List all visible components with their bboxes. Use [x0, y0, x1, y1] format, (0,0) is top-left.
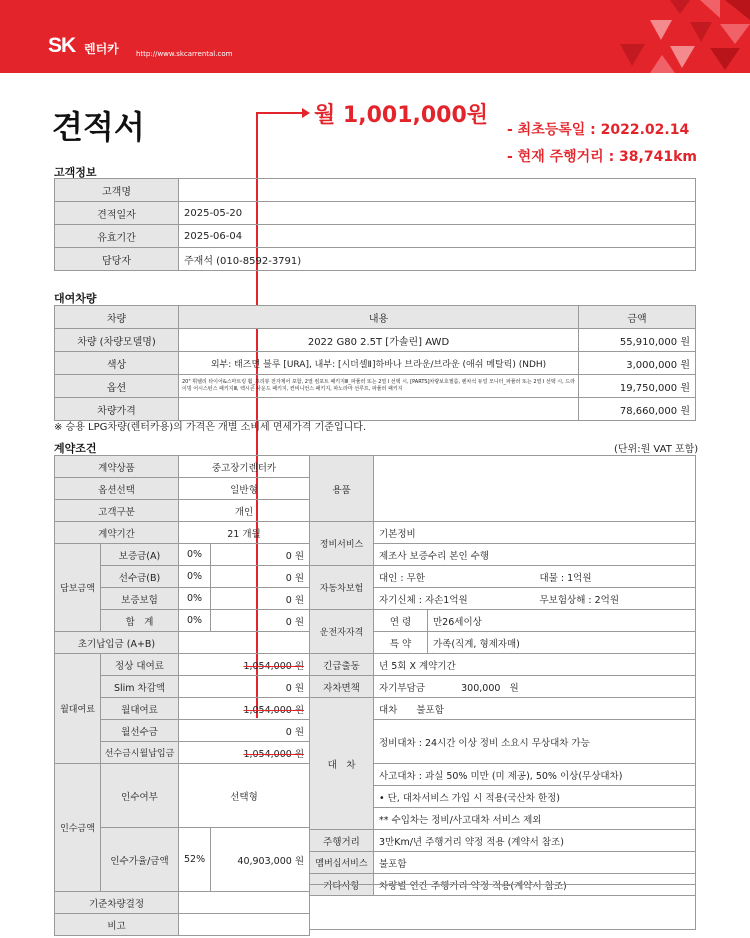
section-contract: 계약조건: [54, 442, 97, 455]
option-select-value: 일반형: [179, 478, 310, 500]
valid-until-value: 2025-06-04: [179, 225, 696, 248]
customer-type-value: 개인: [179, 500, 310, 522]
insurance-self: 자기신체 : 자손1억원: [379, 594, 468, 606]
period-label: 계약기간: [55, 522, 179, 544]
vehicle-header-amount: 금액: [579, 306, 696, 329]
slim-discount-value: 0 원: [179, 676, 310, 698]
paid-monthly-label: 선수금시월납입금: [101, 742, 179, 764]
deposit-a-value: 0 원: [211, 544, 310, 566]
manager-label: 담당자: [55, 248, 179, 271]
annotation-mileage: - 현재 주행거리 : 38,741km: [507, 149, 697, 165]
product-value: 중고장기렌터카: [179, 456, 310, 478]
total-value: 0 원: [211, 610, 310, 632]
initial-payment-label: 초기납입금 (A+B): [55, 632, 179, 654]
vehicle-option-label: 옵션: [55, 375, 179, 398]
deductible-label: 자차면책: [310, 676, 374, 698]
contract-left-table: [54, 455, 310, 936]
slim-discount-label: Slim 차감액: [101, 676, 179, 698]
customer-type-label: 고객구분: [55, 500, 179, 522]
prepay-b-pct: 0%: [179, 566, 211, 588]
bottom-fill: [309, 884, 696, 930]
section-vehicle: 대여차량: [54, 292, 97, 305]
insurance-label: 보증보험: [101, 588, 179, 610]
total-pct: 0%: [179, 610, 211, 632]
insurance-auto-label: 자동차보험: [310, 566, 374, 610]
vehicle-option-content: 20" 휘텔리 타이어&스마트링 휠_프리뷰 전자제어 포함, 2열 컴포트 패키지Ⅲ_파퓰러 또는 2열 Ⅰ 선택 시, [PARTS]차량보호필름, 렌차석 듀얼 모니터_파퓰러 또는 2열 Ⅰ 선택 시, 드라이빙 어시스턴스 패키지Ⅲ, 렉시콘 사운드 패키지, 컨비니언스 패키지, 파노라마 선루프, 파퓰러 패키지: [179, 375, 579, 398]
valid-until-label: 유효기간: [55, 225, 179, 248]
maintenance-value-2: 제조사 보증수리 본인 수행: [374, 544, 696, 566]
loaner-value-2: 정비대차 : 24시간 이상 정비 소요시 무상대차 가능: [374, 720, 696, 764]
vehicle-color-label: 색상: [55, 352, 179, 375]
acquisition-yn-value: 선택형: [179, 764, 310, 828]
contract-right-table: [309, 455, 696, 896]
driver-qual-label: 운전자자격: [310, 610, 374, 654]
unit-note: (단위:원 VAT 포함): [614, 444, 699, 455]
quote-date-label: 견적일자: [55, 202, 179, 225]
paid-monthly-value: 1,054,000 원: [179, 742, 310, 764]
vehicle-price-label: 차량가격: [55, 398, 179, 421]
vehicle-model-label: 차량 (차량모델명): [55, 329, 179, 352]
header-url[interactable]: http://www.skcarrental.com: [136, 50, 233, 58]
sk-logo: SK: [48, 34, 76, 57]
acquisition-price-label: 인수가율/금액: [101, 828, 179, 892]
option-select-label: 옵션선택: [55, 478, 179, 500]
rent-label: 월대여료: [101, 698, 179, 720]
section-customer: 고객정보: [54, 166, 97, 179]
vehicle-header-content: 내용: [179, 306, 579, 329]
prepay-b-value: 0 원: [211, 566, 310, 588]
etc-label: 기타사항: [310, 874, 374, 896]
maintenance-label: 정비서비스: [310, 522, 374, 566]
regular-rent-value: 1,054,000 원: [179, 654, 310, 676]
insurance-person: 대인 : 무한: [379, 572, 425, 584]
regular-rent-label: 정상 대여료: [101, 654, 179, 676]
vehicle-header-car: 차량: [55, 306, 179, 329]
insurance-pct: 0%: [179, 588, 211, 610]
vehicle-color-content: 외부: 태즈먼 블루 [URA], 내부: [시더셀Ⅱ]하바나 브라운/브라운 (애쉬 메탈릭) (NDH): [179, 352, 579, 375]
page-title: 견적서: [52, 109, 145, 145]
acquisition-pct: 52%: [179, 828, 211, 892]
loaner-value-4: • 단, 대차서비스 가입 시 적용(국산차 한정): [374, 786, 696, 808]
loaner-value-3: 사고대차 : 과실 50% 미만 (미 제공), 50% 이상(무상대차): [374, 764, 696, 786]
logo-subtitle: 렌터카: [84, 42, 119, 56]
acquisition-yn-label: 인수여부: [101, 764, 179, 828]
deposit-a-pct: 0%: [179, 544, 211, 566]
monthly-fee-label: 월대여료: [55, 654, 101, 764]
rent-value: 1,054,000 원: [179, 698, 310, 720]
membership-label: 멤버십서비스: [310, 852, 374, 874]
insurance-value: 0 원: [211, 588, 310, 610]
acquisition-label: 인수금액: [55, 764, 101, 892]
vehicle-decision-label: 기준차량결정: [55, 892, 179, 914]
collateral-label: 담보금액: [55, 544, 101, 632]
monthly-prepay-label: 월선수금: [101, 720, 179, 742]
emergency-value: 년 5회 X 계약기간: [374, 654, 696, 676]
insurance-uninsured: 무보험상해 : 2억원: [539, 594, 620, 606]
loaner-value-1: 대차 불포함: [374, 698, 696, 720]
total-label: 합 계: [101, 610, 179, 632]
mileage-label: 주행거리: [310, 830, 374, 852]
vehicle-model-content: 2022 G80 2.5T [가솔린] AWD: [179, 329, 579, 352]
etc-value: 차량별 연간 주행거리 약정 적용(계약서 참조): [374, 874, 696, 896]
customer-table: [54, 178, 696, 271]
vehicle-table: [54, 305, 696, 421]
supplies-label: 용품: [310, 456, 374, 522]
emergency-label: 긴급출동: [310, 654, 374, 676]
product-label: 계약상품: [55, 456, 179, 478]
maintenance-value-1: 기본정비: [374, 522, 696, 544]
period-value: 21 개월: [179, 522, 310, 544]
vehicle-model-amount: 55,910,000 원: [579, 329, 696, 352]
deposit-a-label: 보증금(A): [101, 544, 179, 566]
annotation-first-reg: - 최초등록일 : 2022.02.14: [507, 122, 690, 138]
special-value: 가족(직계, 형제자매): [428, 632, 696, 654]
annotation-price: 월 1,001,000원: [314, 103, 489, 128]
deductible-value: 자기부담금 300,000 원: [374, 676, 696, 698]
age-label: 연 령: [374, 610, 428, 632]
membership-value: 불포함: [374, 852, 696, 874]
vehicle-price-amount: 78,660,000 원: [579, 398, 696, 421]
quote-date-value: 2025-05-20: [179, 202, 696, 225]
prepay-b-label: 선수금(B): [101, 566, 179, 588]
remark-label: 비고: [55, 914, 179, 936]
customer-name-value: [179, 179, 696, 202]
insurance-property: 대물 : 1억원: [539, 572, 592, 584]
loaner-label: 대 차: [310, 698, 374, 830]
loaner-value-5: ** 수입차는 정비/사고대차 서비스 제외: [374, 808, 696, 830]
vehicle-color-amount: 3,000,000 원: [579, 352, 696, 375]
vehicle-option-amount: 19,750,000 원: [579, 375, 696, 398]
special-label: 특 약: [374, 632, 428, 654]
monthly-prepay-value: 0 원: [179, 720, 310, 742]
age-value: 만26세이상: [428, 610, 696, 632]
lpg-note: ※ 승용 LPG차량(렌터카용)의 가격은 개별 소비세 면세가격 기준입니다.: [54, 422, 367, 433]
mileage-value: 3만Km/년 주행거리 약정 적용 (계약서 참조): [374, 830, 696, 852]
customer-name-label: 고객명: [55, 179, 179, 202]
acquisition-price-value: 40,903,000 원: [211, 828, 310, 892]
manager-value: 주재석 (010-8592-3791): [179, 248, 696, 271]
